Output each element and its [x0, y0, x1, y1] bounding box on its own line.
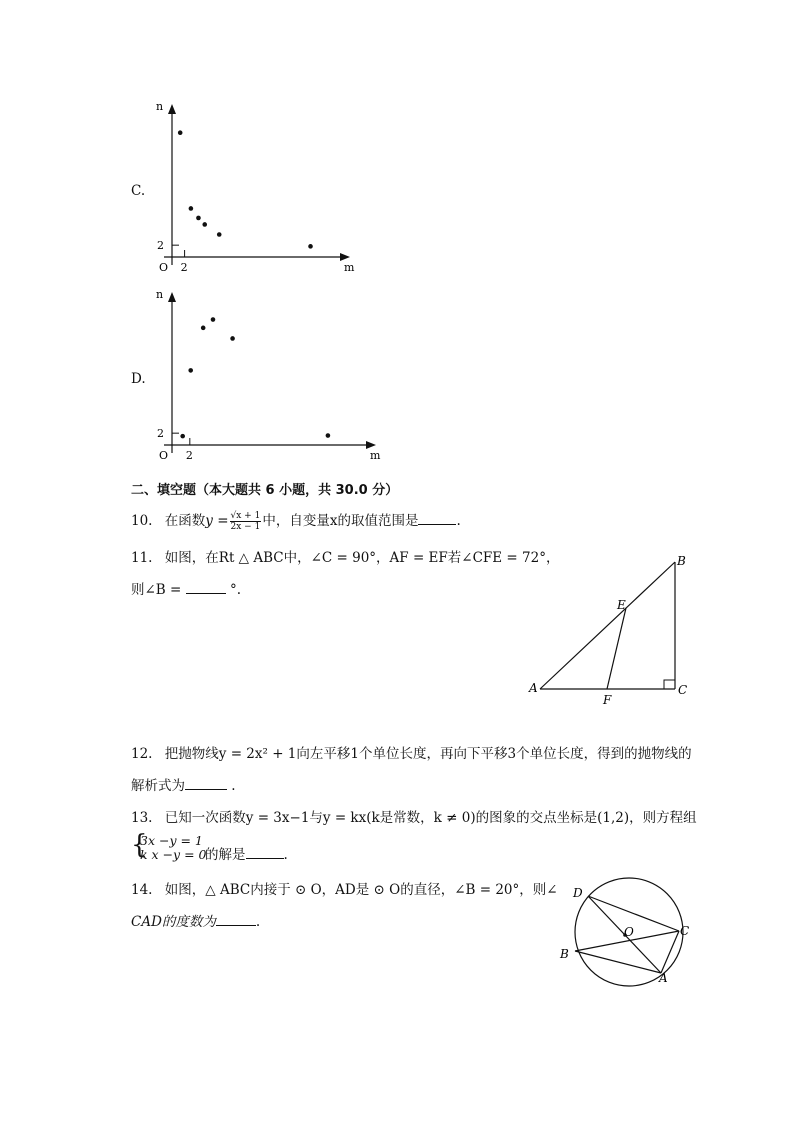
q11-answer-blank[interactable] [186, 581, 226, 594]
q14-pre: CAD的度数为 [131, 914, 216, 930]
q10-frac-den: 2x − 1 [230, 522, 261, 532]
q11-pre: 则∠B = [131, 582, 182, 598]
q14-circle-figure [555, 875, 700, 995]
data-point [217, 232, 222, 237]
segment-ef [607, 608, 626, 689]
q13-post: 的解是 [205, 847, 246, 863]
q10-y: y = [205, 513, 229, 529]
q12-number: 12. [131, 746, 153, 762]
q13-number: 13. [131, 810, 153, 826]
q13-equation-system [131, 830, 331, 866]
q10-number: 10. [131, 513, 153, 529]
question-12-line1 [131, 745, 692, 763]
option-d-label: D. [131, 371, 146, 387]
question-10 [131, 511, 461, 532]
q10-pre: 在函数 [164, 513, 206, 529]
label-c: C [678, 683, 688, 697]
x-axis-arrow [366, 441, 376, 449]
right-angle-mark [664, 680, 675, 689]
q11-triangle-figure [525, 550, 700, 710]
q10-answer-blank[interactable] [418, 512, 456, 525]
q10-end: . [456, 513, 461, 529]
origin-label: O [159, 449, 169, 462]
q12-pre: 解析式为 [131, 778, 185, 794]
y-axis-arrow [168, 104, 176, 114]
y-axis-label: n [156, 100, 164, 113]
origin-label: O [159, 261, 169, 274]
label-d: D [573, 886, 583, 900]
data-point [202, 222, 207, 227]
q10-frac-num: √x + 1 [230, 511, 261, 521]
q12-text: 把抛物线y = 2x² + 1向左平移1个单位长度，再向下平移3个单位长度，得到的抛物线的 [164, 746, 692, 762]
q11-post: °. [229, 582, 241, 598]
x-tick-label: 2 [185, 449, 193, 462]
x-axis-arrow [340, 253, 350, 261]
data-point [178, 130, 183, 135]
label-e: E [617, 598, 626, 612]
q13-answer-blank[interactable] [246, 846, 284, 859]
question-11-line1 [131, 549, 559, 567]
question-13-line1 [131, 809, 697, 827]
y-axis-label: n [156, 288, 164, 301]
x-tick-label: 2 [180, 261, 188, 274]
q11-number: 11. [131, 550, 153, 566]
data-point [230, 336, 235, 341]
data-point [308, 244, 313, 249]
data-point [180, 434, 185, 439]
system-eq2: k x −y = 0 [140, 847, 207, 862]
label-a: A [529, 681, 538, 695]
data-point [189, 206, 194, 211]
q13-text: 已知一次函数y = 3x−1与y = kx(k是常数，k ≠ 0)的图象的交点坐标是(1,2)，则方程组 [164, 810, 697, 826]
q14-number: 14. [131, 882, 153, 898]
label-o: O [624, 925, 634, 939]
section-heading: 二、填空题（本大题共 6 小题，共 30.0 分） [131, 483, 399, 498]
question-12-line2 [131, 777, 236, 795]
y-tick-label: 2 [157, 427, 164, 441]
segment-ab [540, 562, 675, 689]
label-c: C [680, 924, 690, 938]
q12-post: . [231, 778, 236, 794]
q14-answer-blank[interactable] [216, 913, 256, 926]
q11-text: 如图，在Rt △ ABC中，∠C = 90°，AF = EF若∠CFE = 72°， [164, 550, 560, 566]
scatter-chart-d [150, 288, 390, 468]
q12-answer-blank[interactable] [185, 777, 227, 790]
option-c-label: C. [131, 183, 146, 199]
system-brace: { [131, 830, 148, 860]
data-point [326, 433, 331, 438]
question-11-line2 [131, 581, 241, 599]
y-tick-label: 2 [157, 239, 164, 253]
q14-text: 如图，△ ABC内接于 ⊙ O，AD是 ⊙ O的直径，∠B = 20°，则∠ [164, 882, 558, 898]
q13-end: . [283, 847, 288, 863]
y-axis-arrow [168, 292, 176, 302]
label-f: F [603, 693, 612, 707]
question-14-line2 [131, 913, 260, 931]
data-point [188, 368, 193, 373]
data-point [196, 216, 201, 221]
x-axis-label: m [344, 261, 355, 274]
label-b: B [560, 947, 569, 961]
label-b: B [677, 554, 686, 568]
chord-ba [575, 951, 661, 973]
system-eq1: 3x −y = 1 [140, 833, 203, 848]
question-14-line1 [131, 881, 558, 899]
q13-tail [205, 846, 288, 864]
x-axis-label: m [370, 449, 381, 462]
q14-post: . [255, 914, 261, 930]
q10-post: 中，自变量x的取值范围是 [262, 513, 419, 529]
data-point [201, 326, 206, 331]
data-point [211, 317, 216, 322]
label-a: A [659, 971, 668, 985]
scatter-chart-c [150, 100, 370, 280]
q10-fraction [230, 511, 262, 532]
